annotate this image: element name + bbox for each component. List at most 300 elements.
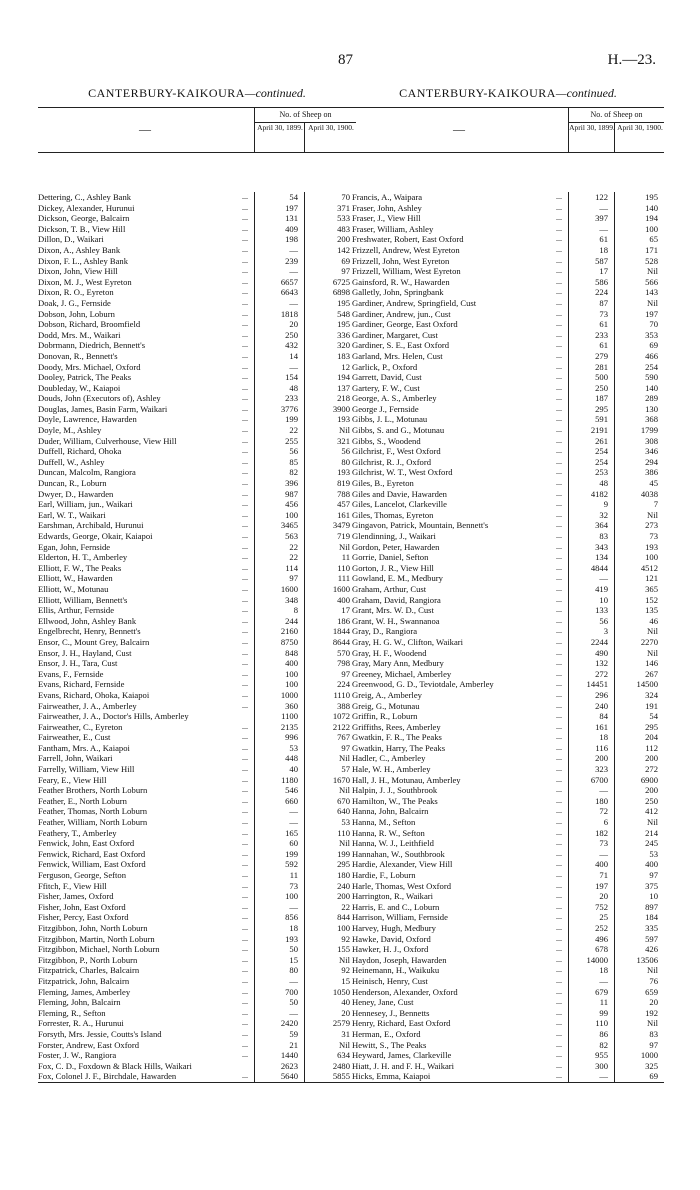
leader-dots: ...	[556, 636, 562, 646]
name-cell	[38, 584, 252, 595]
owner-name: Duffell, W., Ashley	[38, 456, 105, 467]
sheep-1899: —	[599, 785, 608, 796]
leader-dots: ...	[556, 202, 562, 212]
table-row	[352, 923, 664, 934]
table-row	[352, 319, 664, 330]
owner-name: Earl, W. T., Waikari	[38, 509, 106, 520]
table-row	[352, 701, 664, 712]
table-row	[38, 266, 356, 277]
leader-dots: ...	[242, 795, 248, 805]
sheep-1900: 2480	[332, 1060, 350, 1071]
table-row	[352, 351, 664, 362]
table-row	[38, 701, 356, 712]
sheep-1899: 197	[285, 202, 298, 213]
leader-dots: ...	[242, 975, 248, 985]
name-cell	[352, 393, 566, 404]
name-cell	[38, 499, 252, 510]
sheep-1899: 200	[595, 753, 608, 764]
sheep-1900: 152	[645, 594, 658, 605]
leader-dots: ...	[556, 403, 562, 413]
sheep-1900: 659	[645, 986, 658, 997]
sheep-1899: 73	[599, 308, 608, 319]
sheep-1899: 14	[289, 350, 298, 361]
leader-dots: ...	[556, 700, 562, 710]
name-cell	[38, 849, 252, 860]
sheep-1900: 192	[645, 1007, 658, 1018]
table-row	[352, 478, 664, 489]
leader-dots: ...	[242, 997, 248, 1007]
sheep-1899: 261	[595, 435, 608, 446]
owner-name: Duder, William, Culverhouse, View Hill	[38, 435, 177, 446]
name-cell	[38, 520, 252, 531]
sheep-1900: 788	[337, 488, 350, 499]
owner-name: Heinisch, Henry, Cust	[352, 975, 428, 986]
owner-name: Fraser, William, Ashley	[352, 223, 434, 234]
leader-dots: ...	[242, 774, 248, 784]
owner-name: Gilchrist, R. J., Oxford	[352, 456, 432, 467]
leader-dots: ...	[556, 997, 562, 1007]
owner-name: Frizzell, John, West Eyreton	[352, 255, 450, 266]
sheep-1899: 254	[595, 446, 608, 457]
sheep-1900: 11	[341, 552, 350, 563]
name-cell	[352, 1050, 566, 1061]
sheep-1899: 500	[595, 372, 608, 383]
table-row	[38, 870, 356, 881]
sheep-1899: 133	[595, 605, 608, 616]
table-row	[38, 711, 356, 722]
table-row	[352, 446, 664, 457]
sheep-1899: 419	[595, 583, 608, 594]
name-cell	[352, 690, 566, 701]
sheep-1899: 82	[289, 467, 298, 478]
leader-dots: ...	[242, 922, 248, 932]
sheep-1899: 165	[285, 827, 298, 838]
table-row	[38, 584, 356, 595]
sheep-1899: 409	[285, 223, 298, 234]
sheep-1900: 200	[645, 753, 658, 764]
sheep-1899: 10	[599, 594, 608, 605]
name-cell	[38, 690, 252, 701]
sheep-1899: —	[289, 817, 298, 828]
name-cell	[352, 605, 566, 616]
owner-name: Evans, Richard, Ohoka, Kaiapoi	[38, 689, 150, 700]
leader-dots: ...	[556, 361, 562, 371]
name-cell	[38, 955, 252, 966]
table-row	[38, 690, 356, 701]
table-row	[352, 690, 664, 701]
name-cell	[352, 595, 566, 606]
table-row	[38, 965, 356, 976]
sheep-1900: 31	[341, 1028, 350, 1039]
table-row	[352, 859, 664, 870]
sheep-1900: 193	[337, 467, 350, 478]
sheep-1900: 73	[649, 531, 658, 541]
leader-dots: ...	[556, 319, 562, 329]
name-cell	[38, 891, 252, 902]
sheep-1899: —	[289, 244, 298, 255]
sheep-1899: 254	[595, 456, 608, 467]
name-cell	[38, 510, 252, 521]
leader-dots: ...	[556, 372, 562, 382]
table-row	[38, 1061, 356, 1072]
leader-dots: ...	[556, 552, 562, 562]
leader-dots: ...	[556, 1028, 562, 1038]
name-cell	[352, 319, 566, 330]
owner-name: Forsyth, Mrs. Jessie, Coutts's Island	[38, 1028, 162, 1039]
sheep-1899: 11	[599, 997, 608, 1008]
name-cell	[352, 658, 566, 669]
owner-name: Halpin, J. J., Southbrook	[352, 785, 438, 796]
sheep-1899: 18	[599, 244, 608, 255]
sheep-1900: 324	[645, 689, 658, 700]
sheep-1899: 61	[599, 319, 608, 330]
owner-name: Dillon, D., Waikari	[38, 234, 104, 245]
owner-name: Dobson, John, Loburn	[38, 308, 115, 319]
leader-dots: ...	[556, 859, 562, 869]
sheep-1900: 193	[645, 541, 658, 552]
owner-name: Elliott, W., Motunau	[38, 583, 109, 594]
leader-dots: ...	[556, 509, 562, 519]
table-row	[38, 658, 356, 669]
name-cell	[352, 203, 566, 214]
name-cell	[38, 1050, 252, 1061]
sheep-1899: 6	[603, 817, 608, 828]
name-cell	[38, 923, 252, 934]
leader-dots: ...	[242, 488, 248, 498]
table-row	[352, 753, 664, 764]
owner-name: Dixon, John, View Hill	[38, 266, 118, 277]
sheep-1899: 199	[285, 848, 298, 859]
owner-name: Evans, Richard, Fernside	[38, 679, 125, 690]
sheep-1899: 18	[289, 922, 298, 933]
table-row	[38, 351, 356, 362]
owner-name: Feather, William, North Loburn	[38, 817, 148, 828]
sheep-1900: 143	[645, 287, 658, 298]
sheep-1900: 155	[337, 944, 350, 955]
leader-dots: ...	[242, 912, 248, 922]
sheep-1899: 432	[285, 340, 298, 351]
owner-name: Dooley, Patrick, The Peaks	[38, 372, 132, 383]
owner-name: Hicks, Emma, Kaiapoi	[352, 1071, 431, 1082]
table-row	[352, 1029, 664, 1040]
owner-name: Fairweather, C., Eyreton	[38, 721, 123, 732]
table-row	[38, 542, 356, 553]
leader-dots: ...	[242, 986, 248, 996]
name-cell	[352, 256, 566, 267]
table-row	[352, 277, 664, 288]
sheep-1900: 1072	[332, 711, 350, 722]
sheep-1899: —	[289, 297, 298, 308]
table-row	[38, 203, 356, 214]
table-row	[352, 965, 664, 976]
sheep-1899: 87	[599, 297, 608, 308]
owner-name: Fitzgibbon, P., North Loburn	[38, 954, 138, 965]
leader-dots: ...	[556, 848, 562, 858]
name-cell	[38, 796, 252, 807]
leader-dots: ...	[242, 414, 248, 424]
table-row	[38, 277, 356, 288]
date-1900-header: April 30, 1900.	[614, 123, 665, 152]
sheep-1899: 1440	[280, 1050, 298, 1061]
sheep-1900: 53	[649, 848, 658, 859]
name-cell	[38, 775, 252, 786]
table-row	[38, 987, 356, 998]
sheep-1900: 566	[645, 276, 658, 287]
sheep-1900: 4512	[640, 562, 658, 573]
table-row	[38, 605, 356, 616]
sheep-1899: 848	[285, 647, 298, 658]
sheep-1900: 321	[337, 435, 350, 446]
owner-name: Edwards, George, Okair, Kaiapoi	[38, 531, 153, 541]
leader-dots: ...	[556, 446, 562, 456]
sheep-1899: 59	[289, 1028, 298, 1039]
owner-name: Gibbs, S. and G., Motunau	[352, 425, 445, 436]
sheep-1900: 70	[649, 319, 658, 330]
name-cell	[352, 743, 566, 754]
name-cell	[352, 266, 566, 277]
table-row	[38, 1071, 356, 1082]
name-cell	[352, 669, 566, 680]
name-cell	[352, 944, 566, 955]
sheep-1899: 131	[285, 213, 298, 224]
sheep-1900: 218	[337, 393, 350, 404]
owner-name: Giles, Thomas, Eyreton	[352, 509, 434, 520]
sheep-1899: 85	[289, 456, 298, 467]
sheep-1900: 320	[337, 340, 350, 351]
sheep-1899: 14451	[586, 679, 608, 690]
name-cell	[352, 912, 566, 923]
name-cell	[352, 838, 566, 849]
sheep-1899: 20	[289, 319, 298, 330]
table-row	[38, 944, 356, 955]
leader-dots: ...	[556, 488, 562, 498]
name-cell	[38, 997, 252, 1008]
leader-dots: ...	[242, 880, 248, 890]
owner-name: Hannahan, W., Southbrook	[352, 848, 445, 859]
owner-name: Giles and Davie, Hawarden	[352, 488, 447, 499]
name-cell	[38, 192, 252, 203]
owner-name: Fisher, Percy, East Oxford	[38, 912, 129, 923]
sheep-1899: —	[599, 1071, 608, 1082]
owner-name: Gardiner, Andrew, Springfield, Cust	[352, 297, 477, 308]
table-row	[38, 616, 356, 627]
sheep-1899: 100	[285, 891, 298, 902]
sheep-1899: —	[289, 975, 298, 986]
sheep-1899: 1100	[281, 711, 298, 722]
sheep-1899: 1818	[280, 308, 298, 319]
name-cell	[352, 351, 566, 362]
table-row	[352, 1018, 664, 1029]
leader-dots: ...	[242, 732, 248, 742]
name-cell	[352, 362, 566, 373]
owner-name: Harle, Thomas, West Oxford	[352, 880, 451, 891]
owner-name: Ensor, J. H., Tara, Cust	[38, 658, 118, 669]
sheep-1900: 194	[337, 372, 350, 383]
name-cell	[38, 213, 252, 224]
sheep-1900: 100	[645, 223, 658, 234]
table-row	[38, 1040, 356, 1051]
name-cell	[38, 552, 252, 563]
name-cell	[38, 478, 252, 489]
table-row	[38, 902, 356, 913]
owner-name: Dixon, A., Ashley Bank	[38, 244, 121, 255]
name-cell	[38, 902, 252, 913]
sheep-1900: 7	[653, 499, 658, 510]
sheep-1900: 336	[337, 329, 350, 340]
sheep-1899: 61	[599, 234, 608, 245]
leader-dots: ...	[242, 403, 248, 413]
name-cell	[352, 457, 566, 468]
leader-dots: ...	[242, 340, 248, 350]
leader-dots: ...	[242, 658, 248, 668]
table-row	[352, 203, 664, 214]
leader-dots: ...	[556, 425, 562, 435]
name-cell	[352, 1061, 566, 1072]
name-cell	[352, 679, 566, 690]
leader-dots: ...	[242, 562, 248, 572]
sheep-1899: 116	[595, 742, 608, 753]
name-cell	[352, 1029, 566, 1040]
sheep-1900: 1600	[332, 583, 350, 594]
owner-name: Grant, W. H., Swannanoa	[352, 615, 440, 626]
table-row	[352, 213, 664, 224]
leader-dots: ...	[242, 361, 248, 371]
name-cell	[38, 351, 252, 362]
name-cell	[38, 764, 252, 775]
leader-dots: ...	[242, 626, 248, 636]
table-row	[352, 584, 664, 595]
sheep-1900: 65	[649, 234, 658, 245]
sheep-1899: 180	[595, 795, 608, 806]
owner-name: Fenwick, Richard, East Oxford	[38, 848, 146, 859]
name-cell	[38, 701, 252, 712]
owner-name: Ensor, C., Mount Grey, Balcairn	[38, 636, 150, 647]
sheep-1899: 50	[289, 944, 298, 955]
owner-name: Gordon, Peter, Hawarden	[352, 541, 440, 552]
table-row	[352, 658, 664, 669]
sheep-1900: 368	[645, 414, 658, 425]
owner-name: Elderton, H. T., Amberley	[38, 552, 128, 563]
sheep-1900: Nil	[339, 541, 350, 552]
owner-name: Feather, Thomas, North Loburn	[38, 806, 148, 817]
owner-name: Elliott, William, Bennett's	[38, 594, 128, 605]
sheep-1900: 142	[337, 244, 350, 255]
name-cell	[352, 796, 566, 807]
leader-dots: ...	[556, 605, 562, 615]
owner-name: Graham, David, Rangiora	[352, 594, 441, 605]
sheep-1899: 199	[285, 414, 298, 425]
owner-name: Doak, J. G., Fernside	[38, 297, 111, 308]
name-cell	[352, 478, 566, 489]
sheep-1899: 97	[289, 573, 298, 584]
table-row	[38, 489, 356, 500]
sheep-1900: 400	[645, 859, 658, 870]
owner-name: Earl, William, jun., Waikari	[38, 499, 133, 510]
owner-name: Giles, Lancelot, Clarkeville	[352, 499, 447, 510]
leader-dots: ...	[242, 1028, 248, 1038]
leader-dots: ...	[556, 774, 562, 784]
column-title: CANTERBURY-KAIKOURA—continued.	[399, 86, 617, 100]
table-row	[352, 669, 664, 680]
leader-dots: ...	[242, 689, 248, 699]
sheep-1900: 245	[645, 838, 658, 849]
owner-name: Hewitt, S., The Peaks	[352, 1039, 427, 1050]
table-row	[38, 648, 356, 659]
owner-name: Fenwick, William, East Oxford	[38, 859, 146, 870]
sheep-1899: 154	[285, 372, 298, 383]
sheep-1900: 10	[649, 891, 658, 902]
leader-dots: ...	[242, 954, 248, 964]
owner-name: Galletly, John, Springbank	[352, 287, 444, 298]
sheep-1900: 335	[645, 922, 658, 933]
sheep-count-header: No. of Sheep on	[254, 108, 356, 123]
sheep-1900: Nil	[647, 297, 658, 308]
name-cell	[38, 658, 252, 669]
owner-name: Hadler, C., Amberley	[352, 753, 426, 764]
name-cell	[352, 626, 566, 637]
leader-dots: ...	[242, 393, 248, 403]
table-row	[38, 520, 356, 531]
table-row	[352, 743, 664, 754]
sheep-1899: 18	[599, 732, 608, 743]
sheep-1900: 308	[645, 435, 658, 446]
sheep-1899: —	[289, 901, 298, 912]
sheep-1899: 114	[285, 562, 298, 573]
sheep-1900: Nil	[339, 425, 350, 436]
name-cell	[38, 753, 252, 764]
name-cell	[352, 1040, 566, 1051]
leader-dots: ...	[556, 668, 562, 678]
name-cell	[352, 701, 566, 712]
owner-name: Glendinning, J., Waikari	[352, 531, 436, 541]
date-1899-header: April 30, 1899.	[568, 123, 615, 152]
table-row	[352, 245, 664, 256]
leader-dots: ...	[242, 647, 248, 657]
table-row	[38, 319, 356, 330]
sheep-1900: Nil	[647, 817, 658, 828]
table-row	[38, 732, 356, 743]
table-row	[352, 838, 664, 849]
leader-dots: ...	[556, 573, 562, 583]
sheep-1899: 279	[595, 350, 608, 361]
name-cell	[38, 605, 252, 616]
name-cell	[38, 414, 252, 425]
leader-dots: ...	[556, 806, 562, 816]
sheep-1899: 592	[285, 859, 298, 870]
name-cell	[38, 319, 252, 330]
name-cell	[352, 732, 566, 743]
sheep-1900: 161	[337, 509, 350, 520]
name-cell	[38, 256, 252, 267]
table-row	[352, 287, 664, 298]
sheep-1900: 97	[341, 266, 350, 277]
sheep-1899: —	[599, 848, 608, 859]
table-row	[38, 912, 356, 923]
sheep-1900: 20	[649, 997, 658, 1008]
leader-dots: ...	[242, 372, 248, 382]
owner-name: Forrester, R. A., Hurunui	[38, 1018, 124, 1029]
name-cell	[352, 552, 566, 563]
owner-name: Dettering, C., Ashley Bank	[38, 192, 132, 202]
owner-name: Fairweather, J. A., Amberley	[38, 700, 137, 711]
sheep-1900: 76	[649, 975, 658, 986]
table-row	[38, 446, 356, 457]
sheep-1900: 45	[649, 478, 658, 489]
owner-name: Forster, Andrew, East Oxford	[38, 1039, 140, 1050]
table-row	[352, 934, 664, 945]
table-row	[38, 404, 356, 415]
leader-dots: ...	[556, 721, 562, 731]
